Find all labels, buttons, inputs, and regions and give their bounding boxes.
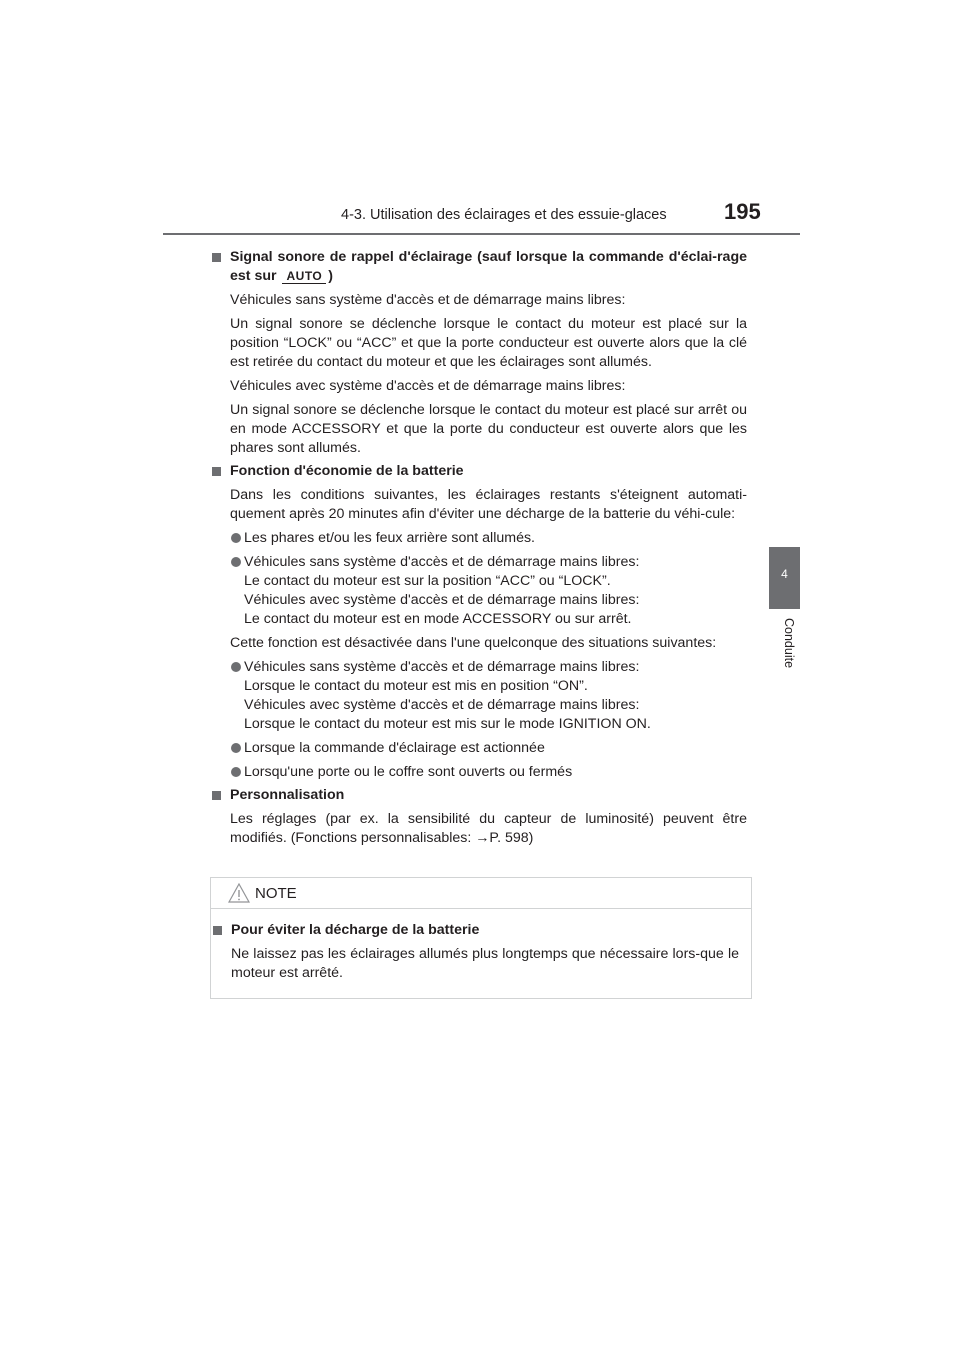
paragraph: Dans les conditions suivantes, les éclairages restants s'éteignent automati-quement après 20 minutes afin d'éviter une décharge de la batterie du véhi-cule: — [230, 487, 747, 522]
bullet-dot-icon — [231, 662, 241, 672]
chapter-label: Conduite — [782, 618, 796, 669]
list-item-text: Lorsque le contact du moteur est mis en position “ON”. — [244, 678, 588, 694]
list-item — [210, 763, 747, 782]
note-heading — [211, 921, 739, 940]
section-title: 4-3. Utilisation des éclairages et des essuie-glaces — [341, 207, 667, 223]
list-item-text: Véhicules avec système d'accès et de démarrage mains libres: — [244, 592, 640, 608]
list-item-text: Véhicules avec système d'accès et de démarrage mains libres: — [244, 697, 640, 713]
list-item — [210, 553, 747, 629]
list-item-text: Lorsque la commande d'éclairage est actionnée — [244, 740, 545, 756]
note-label: NOTE — [255, 885, 297, 902]
list-item-text: Les phares et/ou les feux arrière sont allumés. — [244, 530, 535, 546]
heading-text: Fonction d'économie de la batterie — [230, 463, 464, 479]
square-bullet-icon — [212, 253, 221, 262]
list-item — [210, 739, 747, 758]
list-item-text: Véhicules sans système d'accès et de démarrage mains libres: — [244, 554, 640, 570]
heading-text: Signal sonore de rappel d'éclairage (sauf lorsque la commande d'éclai-rage est sur — [230, 249, 747, 284]
bullet-dot-icon — [231, 557, 241, 567]
chapter-number: 4 — [781, 567, 788, 581]
note-body — [211, 909, 751, 983]
list-item-text: Lorsque le contact du moteur est mis sur le mode IGNITION ON. — [244, 716, 651, 732]
paragraph: Un signal sonore se déclenche lorsque le contact du moteur est placé sur arrêt ou en mode ACCESSORY et que la porte du conducteur est ouverte alors que les phares sont allumés. — [230, 402, 747, 456]
square-bullet-icon — [212, 791, 221, 800]
heading-text-end: ) — [328, 268, 333, 284]
header-rule — [163, 233, 800, 235]
note-box — [210, 877, 752, 999]
page-number: 195 — [724, 199, 761, 224]
section-heading-battery-saver — [210, 462, 747, 481]
paragraph: Véhicules sans système d'accès et de démarrage mains libres: — [230, 292, 626, 308]
list-item-text: Véhicules sans système d'accès et de démarrage mains libres: — [244, 659, 640, 675]
chapter-tab — [769, 547, 800, 609]
section-heading-lighting-reminder — [210, 248, 747, 286]
list-item-text: Le contact du moteur est en mode ACCESSORY ou sur arrêt. — [244, 611, 632, 627]
warning-triangle-icon — [228, 883, 250, 903]
section-heading-customization — [210, 786, 747, 805]
bullet-dot-icon — [231, 767, 241, 777]
list-item — [210, 529, 747, 548]
note-text: Ne laissez pas les éclairages allumés plus longtemps que nécessaire lors-que le moteur est arrêté. — [231, 946, 739, 981]
list-item-text: Le contact du moteur est sur la position “ACC” ou “LOCK”. — [244, 573, 611, 589]
paragraph: Cette fonction est désactivée dans l'une quelconque des situations suivantes: — [230, 635, 717, 651]
auto-switch-icon: AUTO — [282, 270, 326, 284]
list-item — [210, 658, 747, 734]
paragraph: Les réglages (par ex. la sensibilité du capteur de luminosité) peuvent être modifiés. (Fonctions personnalisables: →P. 598) — [230, 811, 747, 846]
square-bullet-icon — [213, 926, 222, 935]
square-bullet-icon — [212, 467, 221, 476]
list-item-text: Lorsqu'une porte ou le coffre sont ouverts ou fermés — [244, 764, 573, 780]
heading-text: Personnalisation — [230, 787, 345, 803]
bullet-dot-icon — [231, 533, 241, 543]
paragraph: Véhicules avec système d'accès et de démarrage mains libres: — [230, 378, 626, 394]
main-content — [210, 244, 747, 848]
paragraph: Un signal sonore se déclenche lorsque le contact du moteur est placé sur la position “LOCK” ou “ACC” et que la porte conducteur est ouverte alors que la clé est retirée du contact du moteur et que les éclairages sont allumés. — [230, 316, 747, 370]
note-header — [211, 878, 751, 909]
bullet-dot-icon — [231, 743, 241, 753]
heading-text: Pour éviter la décharge de la batterie — [231, 922, 480, 938]
